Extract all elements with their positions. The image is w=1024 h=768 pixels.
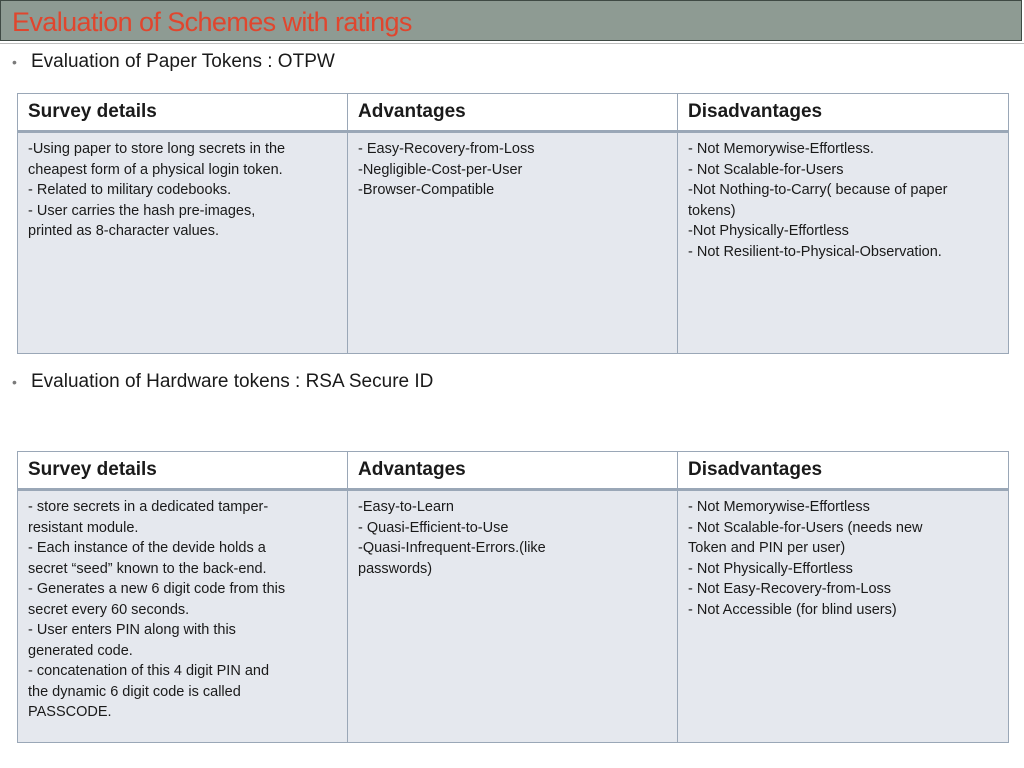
advantages-cell xyxy=(348,490,678,743)
cell-text-line: -Not Physically-Effortless xyxy=(688,223,849,239)
cell-text-line: - Not Scalable-for-Users xyxy=(688,161,844,178)
cell-text-line: - Not Resilient-to-Physical-Observation. xyxy=(688,243,942,260)
header-survey-details: Survey details xyxy=(18,94,348,132)
cell-text-line: resistant module. xyxy=(28,519,139,536)
slide-title-bar xyxy=(0,0,1022,41)
cell-text-line: -Browser-Compatible xyxy=(358,182,495,198)
cell-text-line: the dynamic 6 digit code is called xyxy=(28,683,241,700)
cell-text-line: printed as 8-character values. xyxy=(28,223,220,239)
cell-text-line: -Negligible-Cost-per-User xyxy=(358,161,523,178)
cell-text-line: - concatenation of this 4 digit PIN and xyxy=(28,663,270,679)
table-row xyxy=(18,490,1009,743)
survey-details-cell xyxy=(18,132,348,354)
cell-text-line: - store secrets in a dedicated tamper- xyxy=(28,499,269,515)
cell-text-line: -Not Nothing-to-Carry( because of paper xyxy=(688,182,948,198)
cell-text-line: - Generates a new 6 digit code from this xyxy=(28,581,286,597)
cell-text-line: - Not Easy-Recovery-from-Loss xyxy=(688,581,892,597)
title-divider xyxy=(0,43,1024,44)
cell-text-line: - Not Memorywise-Effortless xyxy=(688,499,870,515)
table-row xyxy=(18,132,1009,354)
section-heading: Evaluation of Paper Tokens : OTPW xyxy=(31,51,335,72)
header-advantages: Advantages xyxy=(348,452,678,490)
cell-text-line: secret “seed” known to the back-end. xyxy=(28,560,267,577)
table-header-row xyxy=(18,94,1009,132)
slide-title: Evaluation of Schemes with ratings xyxy=(12,7,412,37)
cell-text-line: - Quasi-Efficient-to-Use xyxy=(358,519,509,536)
cell-text-line: - User carries the hash pre-images, xyxy=(28,202,256,219)
bullet-dot-icon: • xyxy=(12,374,17,390)
header-disadvantages: Disadvantages xyxy=(678,94,1009,132)
header-disadvantages: Disadvantages xyxy=(678,452,1009,490)
cell-text-line: - Easy-Recovery-from-Loss xyxy=(358,141,535,157)
cell-text-line: tokens) xyxy=(688,202,736,219)
section-bullet-paper-tokens xyxy=(12,50,335,74)
bullet-dot-icon: • xyxy=(12,54,17,70)
cell-text-line: secret every 60 seconds. xyxy=(28,601,190,618)
cell-text-line: -Using paper to store long secrets in the xyxy=(28,141,286,157)
cell-text-line: - Not Memorywise-Effortless. xyxy=(688,141,874,157)
cell-text-line: - User enters PIN along with this xyxy=(28,622,236,638)
cell-text-line: passwords) xyxy=(358,560,433,577)
disadvantages-cell xyxy=(678,490,1009,743)
cell-text-line: - Each instance of the devide holds a xyxy=(28,540,266,556)
cell-text-line: -Quasi-Infrequent-Errors.(like xyxy=(358,540,546,556)
cell-text-line: - Not Physically-Effortless xyxy=(688,560,853,577)
cell-text-line: generated code. xyxy=(28,642,133,659)
advantages-cell xyxy=(348,132,678,354)
cell-text-line: - Not Scalable-for-Users (needs new xyxy=(688,519,923,536)
paper-tokens-table xyxy=(17,93,1009,354)
section-heading: Evaluation of Hardware tokens : RSA Secure ID xyxy=(31,371,434,392)
cell-text-line: - Not Accessible (for blind users) xyxy=(688,601,897,618)
cell-text-line: -Easy-to-Learn xyxy=(358,499,454,515)
cell-text-line: PASSCODE. xyxy=(28,704,112,720)
survey-details-cell xyxy=(18,490,348,743)
section-bullet-hardware-tokens xyxy=(12,370,433,394)
hardware-tokens-table xyxy=(17,451,1009,743)
cell-text-line: - Related to military codebooks. xyxy=(28,182,232,198)
table-header-row xyxy=(18,452,1009,490)
cell-text-line: Token and PIN per user) xyxy=(688,540,846,556)
header-survey-details: Survey details xyxy=(18,452,348,490)
disadvantages-cell xyxy=(678,132,1009,354)
header-advantages: Advantages xyxy=(348,94,678,132)
cell-text-line: cheapest form of a physical login token. xyxy=(28,161,283,178)
